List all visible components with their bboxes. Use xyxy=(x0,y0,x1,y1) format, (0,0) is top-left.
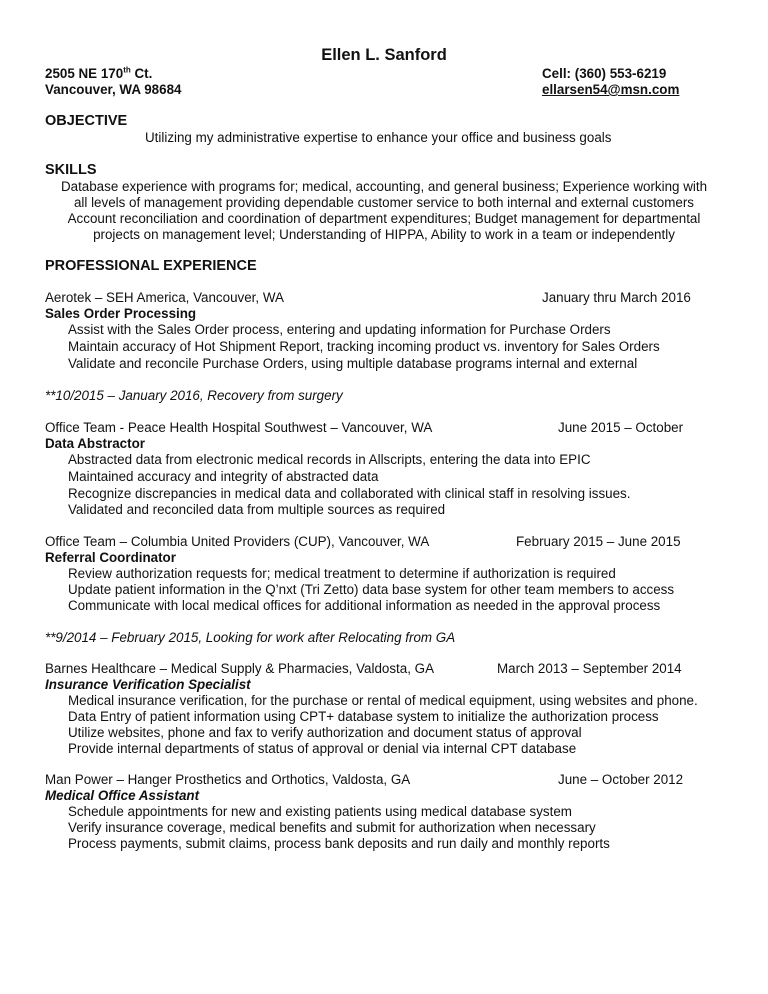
job-dates: February 2015 – June 2015 xyxy=(516,534,681,549)
address-line-2: Vancouver, WA 98684 xyxy=(45,82,182,97)
job-bullet: Abstracted data from electronic medical records in Allscripts, entering the data into EPIC xyxy=(68,452,591,467)
job-bullet: Validate and reconcile Purchase Orders, using multiple database programs internal and external xyxy=(68,356,638,371)
skills-line: projects on management level; Understanding of HIPPA, Ability to work in a team or independently xyxy=(93,227,675,242)
job-title: Sales Order Processing xyxy=(45,306,197,321)
phone-number: Cell: (360) 553-6219 xyxy=(542,66,667,81)
job-title: Data Abstractor xyxy=(45,436,145,451)
objective-heading: OBJECTIVE xyxy=(45,113,128,129)
job-bullet: Update patient information in the Q’nxt (Tri Zetto) data base system for other team members to access xyxy=(68,582,675,597)
job-dates: June – October 2012 xyxy=(558,772,684,787)
job-bullet: Schedule appointments for new and existing patients using medical database system xyxy=(68,804,572,819)
job-bullet: Maintain accuracy of Hot Shipment Report, tracking incoming product vs. inventory for Sales Orders xyxy=(68,339,660,354)
candidate-name: Ellen L. Sanford xyxy=(321,46,447,64)
job-employer: Aerotek – SEH America, Vancouver, WA xyxy=(45,290,284,305)
job-bullet: Utilize websites, phone and fax to verify authorization and document status of approval xyxy=(68,725,582,740)
job-dates: June 2015 – October xyxy=(558,420,684,435)
job-title: Medical Office Assistant xyxy=(45,788,200,803)
employment-gap-note: **10/2015 – January 2016, Recovery from surgery xyxy=(45,388,343,403)
job-bullet: Recognize discrepancies in medical data and collaborated with clinical staff in resolving issues. xyxy=(68,486,631,501)
job-employer: Man Power – Hanger Prosthetics and Orthotics, Valdosta, GA xyxy=(45,772,411,787)
job-bullet: Communicate with local medical offices for additional information as needed in the approval process xyxy=(68,598,661,613)
address-line-1: 2505 NE 170th Ct. xyxy=(45,65,153,81)
job-bullet: Data Entry of patient information using CPT+ database system to initialize the authorization process xyxy=(68,709,659,724)
skills-line: Account reconciliation and coordination of department expenditures; Budget management for departmental xyxy=(67,211,701,226)
job-employer: Office Team - Peace Health Hospital Southwest – Vancouver, WA xyxy=(45,420,433,435)
job-bullet: Process payments, submit claims, process bank deposits and run daily and monthly reports xyxy=(68,836,610,851)
skills-line: all levels of management providing dependable customer service to both internal and external customers xyxy=(73,195,695,210)
job-bullet: Maintained accuracy and integrity of abstracted data xyxy=(68,469,379,484)
job-title: Referral Coordinator xyxy=(45,550,176,565)
job-title: Insurance Verification Specialist xyxy=(45,677,251,692)
skills-line: Database experience with programs for; medical, accounting, and general business; Experience working with xyxy=(60,179,708,194)
job-bullet: Assist with the Sales Order process, entering and updating information for Purchase Orders xyxy=(68,322,611,337)
job-dates: January thru March 2016 xyxy=(542,290,691,305)
job-bullet: Medical insurance verification, for the purchase or rental of medical equipment, using websites and phone. xyxy=(68,693,698,708)
objective-text: Utilizing my administrative expertise to enhance your office and business goals xyxy=(145,130,612,145)
skills-heading: SKILLS xyxy=(45,162,97,178)
employment-gap-note: **9/2014 – February 2015, Looking for work after Relocating from GA xyxy=(45,630,456,645)
job-bullet: Verify insurance coverage, medical benefits and submit for authorization when necessary xyxy=(68,820,596,835)
email-link[interactable]: ellarsen54@msn.com xyxy=(542,82,680,97)
experience-heading: PROFESSIONAL EXPERIENCE xyxy=(45,258,257,274)
job-bullet: Validated and reconciled data from multiple sources as required xyxy=(68,502,446,517)
job-dates: March 2013 – September 2014 xyxy=(497,661,682,676)
job-bullet: Review authorization requests for; medical treatment to determine if authorization is required xyxy=(68,566,616,581)
job-employer: Barnes Healthcare – Medical Supply & Pharmacies, Valdosta, GA xyxy=(45,661,435,676)
job-bullet: Provide internal departments of status of approval or denial via internal CPT database xyxy=(68,741,577,756)
job-employer: Office Team – Columbia United Providers (CUP), Vancouver, WA xyxy=(45,534,430,549)
